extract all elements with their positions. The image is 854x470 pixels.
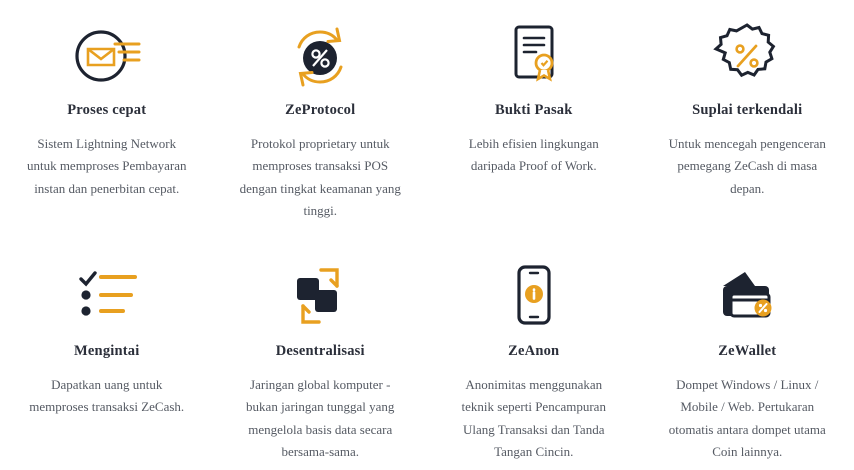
decentralized-nodes-icon [287,255,353,339]
feature-description: Anonimitas menggunakan teknik seperti Pencampuran Ulang Transaksi dan Tanda Tangan Cincin. [461,377,606,460]
feature-description: Protokol proprietary untuk memproses transaksi POS dengan tingkat keamanan yang tinggi. [239,136,401,219]
feature-card-bukti-pasak [427,0,641,235]
feature-title: Suplai terkendali [692,102,803,118]
wallet-card-icon [709,255,785,339]
feature-description: Untuk mencegah pengenceran pemegang ZeCash di masa depan. [668,136,826,196]
feature-card-zeprotocol [214,0,428,235]
settings-refresh-cycle-icon [285,14,355,98]
feature-description: Dapatkan uang untuk memproses transaksi ZeCash. [29,377,185,415]
certificate-document-icon [503,14,565,98]
feature-title: ZeAnon [508,343,560,359]
feature-card-zeanon [427,235,641,470]
mobile-info-icon [508,255,560,339]
feature-card-mengintai [0,235,214,470]
feature-title: Desentralisasi [275,343,365,359]
percent-badge-icon [712,14,782,98]
feature-card-proses-cepat [0,0,214,235]
feature-title: Bukti Pasak [494,102,573,118]
feature-title: Proses cepat [67,102,147,118]
feature-description: Dompet Windows / Linux / Mobile / Web. Pertukaran otomatis antara dompet utama Coin lainnya. [668,377,826,460]
envelope-mail-icon [71,14,143,98]
feature-title: Mengintai [74,343,140,359]
feature-card-suplai-terkendali [641,0,854,235]
feature-card-zewallet [641,235,854,470]
feature-description: Lebih efisien lingkungan daripada Proof of Work. [468,136,599,174]
feature-title: ZeWallet [718,343,777,359]
checklist-icon [71,255,143,339]
feature-title: ZeProtocol [285,102,356,118]
feature-card-desentralisasi [214,235,428,470]
feature-description: Jaringan global komputer - bukan jaringan tunggal yang mengelola basis data secara bersama-sama. [246,377,395,460]
feature-description: Sistem Lightning Network untuk memproses Pembayaran instan dan penerbitan cepat. [26,136,187,196]
